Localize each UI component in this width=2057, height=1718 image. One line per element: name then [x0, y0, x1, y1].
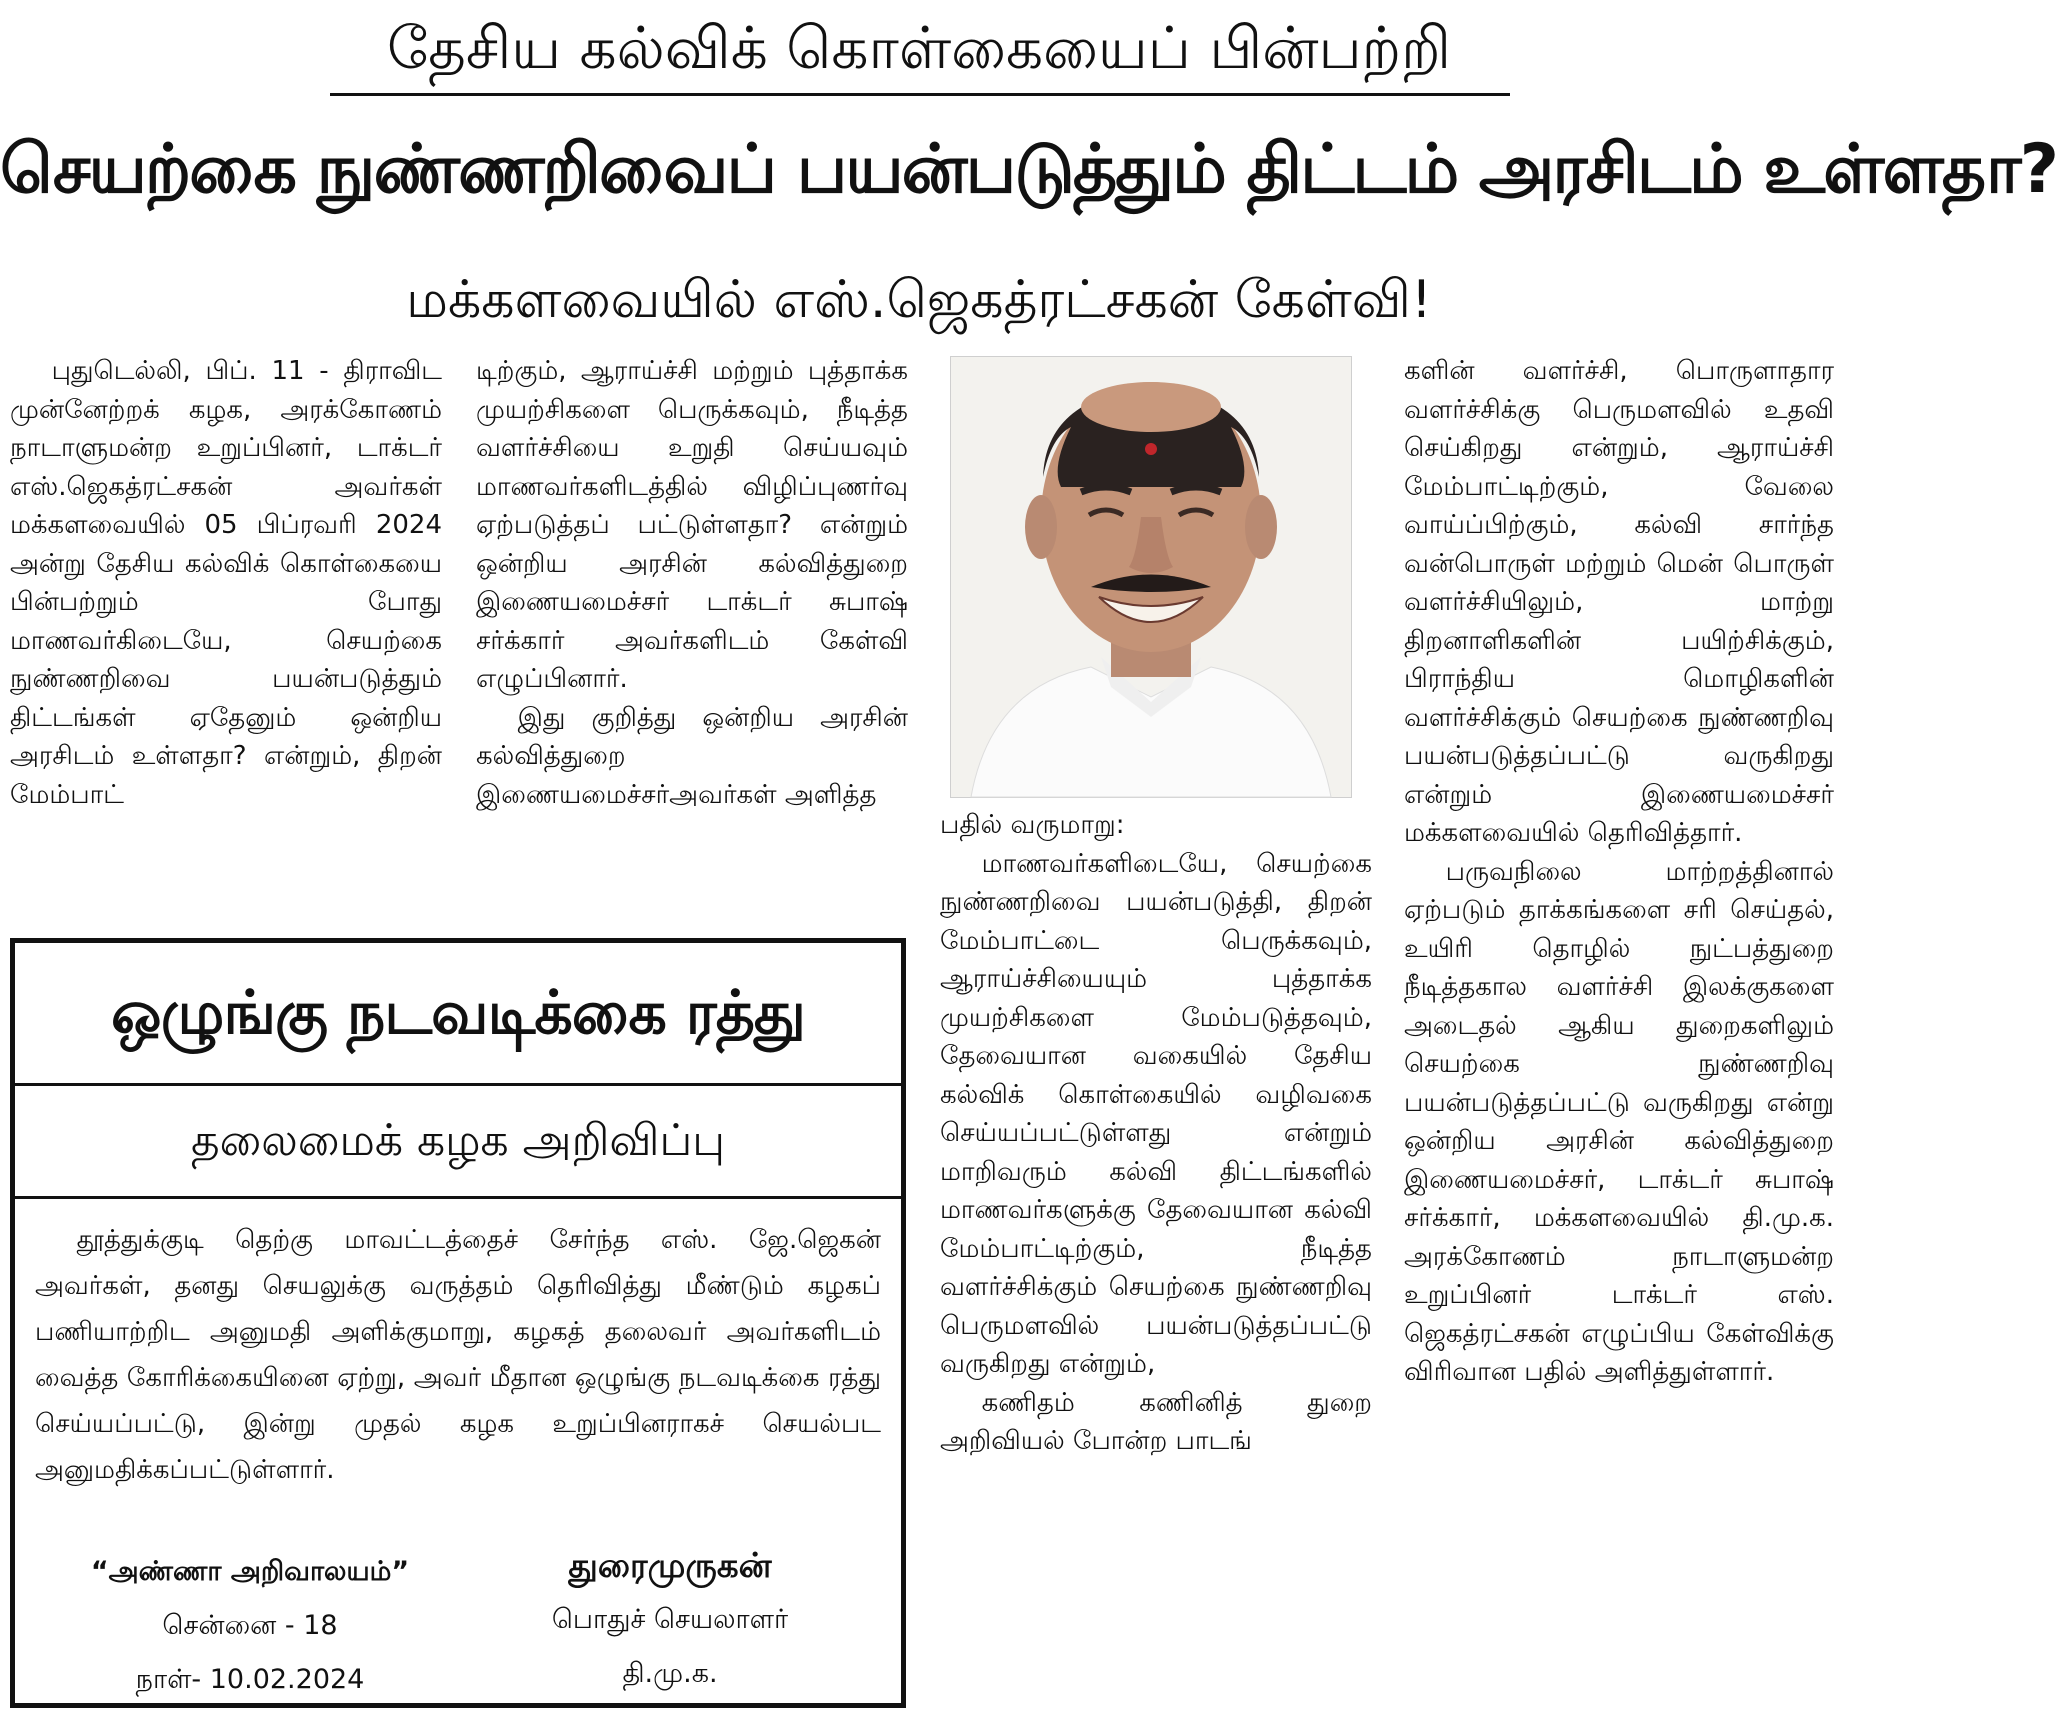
notice-body: தூத்துக்குடி தெற்கு மாவட்டத்தைச் சேர்ந்த எஸ். ஜே.ஜெகன் அவர்கள், தனது செயலுக்கு வருத்தம் தெரிவித்து மீண்டும் கழகப் பணியாற்றிட அனுமதி அளிக்குமாறு, கழகத் தலைவர் அவர்களிடம் வைத்த கோரிக்கையினை ஏற்று, அவர் மீதான ஒழுங்கு நடவடிக்கை ரத்து செய்யப்பட்டு, இன்று முதல் கழக உறுப்பினராகச் செயல்பட அனுமதிக்கப்பட்டுள்ளார்.: [35, 1225, 881, 1485]
notice-place-name: “அண்ணா அறிவாலயம்”: [90, 1556, 410, 1587]
notice-title: ஒழுங்கு நடவடிக்கை ரத்து: [15, 943, 901, 1086]
kicker: தேசிய கல்விக் கொள்கையைப் பின்பற்றி: [386, 14, 1452, 82]
notice-city: சென்னை - 18: [162, 1610, 338, 1641]
subheadline: மக்களவையில் எஸ்.ஜெகத்ரட்சகன் கேள்வி!: [406, 270, 1432, 330]
article-column-3: [940, 806, 1372, 1718]
article-paragraph: இது குறித்து ஒன்றிய அரசின் கல்வித்துறை இணையமைச்சர்அவர்கள் அளித்த: [476, 702, 908, 810]
notice-date: நாள்- 10.02.2024: [135, 1664, 365, 1695]
portrait-photo: [950, 356, 1352, 798]
notice-signature-block: [505, 1539, 835, 1701]
article-column-2: [476, 352, 908, 912]
headline: செயற்கை நுண்ணறிவைப் பயன்படுத்தும் திட்டம் அரசிடம் உள்ளதா?: [0, 130, 2057, 209]
article-column-1: [10, 352, 442, 912]
article-paragraph: களின் வளர்ச்சி, பொருளாதார வளர்ச்சிக்கு பெருமளவில் உதவி செய்கிறது என்றும், ஆராய்ச்சி மேம்பாட்டிற்கும், வேலை வாய்ப்பிற்கும், கல்வி சார்ந்த வன்பொருள் மற்றும் மென் பொருள் வளர்ச்சியிலும், மாற்று திறனாளிகளின் பயிற்சிக்கும், பிராந்திய மொழிகளின் வளர்ச்சிக்கும் செயற்கை நுண்ணறிவு பயன்படுத்தப்பட்டு வருகிறது என்றும் இணையமைச்சர் மக்களவையில் தெரிவித்தார்.: [1404, 356, 1834, 848]
article-column-4: [1404, 352, 1834, 1718]
article-paragraph: பதில் வருமாறு:: [940, 810, 1125, 840]
notice-box: [10, 938, 906, 1708]
article-paragraph: கணிதம் கணினித் துறை அறிவியல் போன்ற பாடங்: [940, 1387, 1372, 1456]
article-paragraph: பருவநிலை மாற்றத்தினால் ஏற்படும் தாக்கங்களை சரி செய்தல், உயிரி தொழில் நுட்பத்துறை நீடித்தகால வளர்ச்சி இலக்குகளை அடைதல் ஆகிய துறைகளிலும் செயற்கை நுண்ணறிவு பயன்படுத்தப்பட்டு வருகிறது என்று ஒன்றிய அரசின் கல்வித்துறை இணையமைச்சர், டாக்டர் சுபாஷ் சர்க்கார், மக்களவையில் தி.மு.க. அரக்கோணம் நாடாளுமன்ற உறுப்பினர் டாக்டர் எஸ். ஜெகத்ரட்சகன் எழுப்பிய கேள்விக்கு விரிவான பதில் அளித்துள்ளார்.: [1404, 856, 1834, 1387]
article-paragraph: புதுடெல்லி, பிப். 11 - திராவிட முன்னேற்றக் கழக, அரக்கோணம் நாடாளுமன்ற உறுப்பினர், டாக்டர் எஸ்.ஜெகத்ரட்சகன் அவர்கள் மக்களவையில் 05 பிப்ரவரி 2024 அன்று தேசிய கல்விக் கொள்கையை பின்பற்றும் போது மாணவர்கிடையே, செயற்கை நுண்ணறிவை பயன்படுத்தும் திட்டங்கள் ஏதேனும் ஒன்றிய அரசிடம் உள்ளதா? என்றும், திறன் மேம்பாட்: [10, 356, 442, 810]
notice-place-block: [65, 1545, 435, 1707]
article-paragraph: டிற்கும், ஆராய்ச்சி மற்றும் புத்தாக்க முயற்சிகளை பெருக்கவும், நீடித்த வளர்ச்சியை உறுதி செய்யவும் மாணவர்களிடத்தில் விழிப்புணர்வு ஏற்படுத்தப் பட்டுள்ளதா? என்றும் ஒன்றிய அரசின் கல்வித்துறை இணையமைச்சர் டாக்டர் சுபாஷ் சர்க்கார் அவர்களிடம் கேள்வி எழுப்பினார்.: [476, 356, 908, 694]
article-paragraph: மாணவர்களிடையே, செயற்கை நுண்ணறிவை பயன்படுத்தி, திறன் மேம்பாட்டை பெருக்கவும், ஆராய்ச்சியையும் புத்தாக்க முயற்சிகளை மேம்படுத்தவும், தேவையான வகையில் தேசிய கல்விக் கொள்கையில் வழிவகை செய்யப்பட்டுள்ளது என்றும் மாறிவரும் கல்வி திட்டங்களில் மாணவர்களுக்கு தேவையான கல்வி மேம்பாட்டிற்கும், நீடித்த வளர்ச்சிக்கும் செயற்கை நுண்ணறிவு பெருமளவில் பயன்படுத்தப்பட்டு வருகிறது என்றும்,: [940, 848, 1372, 1379]
kicker-rule: [330, 93, 1510, 96]
notice-signatory: துரைமுருகன்: [568, 1546, 772, 1586]
notice-designation: பொதுச் செயலாளர்: [551, 1604, 789, 1635]
notice-party: தி.மு.க.: [622, 1658, 718, 1689]
notice-subtitle: தலைமைக் கழக அறிவிப்பு: [15, 1086, 901, 1199]
